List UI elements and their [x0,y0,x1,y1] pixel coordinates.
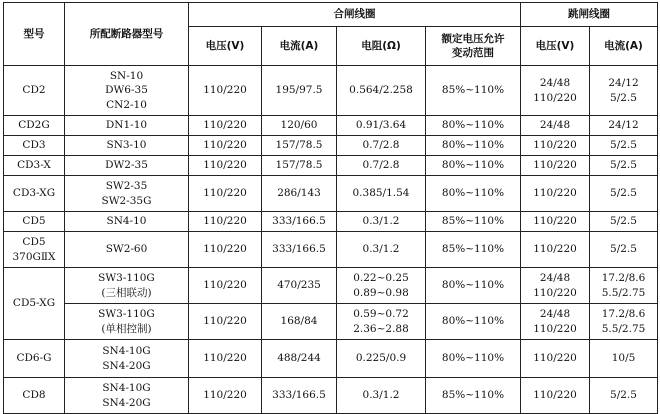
cell-trip-current: 5/2.5 [590,136,658,156]
cell-model: CD3-X [4,156,65,176]
cell-model: CD6-G [4,340,65,378]
cell-trip-current: 17.2/8.6 5.5/2.75 [590,304,658,340]
cell-voltage: 110/220 [189,232,262,268]
header-row-1 [4,3,658,27]
cell-model: CD2G [4,116,65,136]
cell-trip-current: 5/2.5 [590,232,658,268]
cell-resistance: 0.225/0.9 [337,340,426,378]
cell-model: CD5 370GⅡX [4,232,65,268]
cell-range: 80%~110% [426,340,521,378]
cell-resistance: 0.564/2.258 [337,66,426,116]
cell-current: 157/78.5 [262,156,337,176]
cell-trip-current: 24/12 5/2.5 [590,66,658,116]
header-voltage: 电压(V) [189,27,262,66]
cell-resistance: 0.385/1.54 [337,176,426,212]
table-row [4,340,658,378]
cell-current: 333/166.5 [262,378,337,414]
cell-voltage: 110/220 [189,156,262,176]
cell-trip-voltage: 24/48 110/220 [521,304,590,340]
cell-voltage: 110/220 [189,268,262,304]
cell-voltage: 110/220 [189,136,262,156]
cell-trip-current: 5/2.5 [590,212,658,232]
cell-range: 80%~110% [426,136,521,156]
header-breaker-type: 所配断路器型号 [65,3,189,66]
cell-range: 85%~110% [426,232,521,268]
cell-trip-voltage: 110/220 [521,212,590,232]
cell-breaker: SW2-60 [65,232,189,268]
cell-breaker: SN4-10 [65,212,189,232]
cell-voltage: 110/220 [189,66,262,116]
cell-range: 85%~110% [426,378,521,414]
cell-voltage: 110/220 [189,340,262,378]
cell-range: 80%~110% [426,176,521,212]
header-resistance: 电阻(Ω) [337,27,426,66]
cell-current: 157/78.5 [262,136,337,156]
cell-resistance: 0.91/3.64 [337,116,426,136]
cell-resistance: 0.3/1.2 [337,212,426,232]
cell-current: 168/84 [262,304,337,340]
cell-resistance: 0.3/1.2 [337,232,426,268]
header-model: 型号 [4,3,65,66]
cell-range: 85%~110% [426,212,521,232]
cell-range: 80%~110% [426,268,521,304]
cell-breaker: DN1-10 [65,116,189,136]
table-row [4,378,658,414]
cell-resistance: 0.7/2.8 [337,136,426,156]
cell-current: 488/244 [262,340,337,378]
cell-model: CD8 [4,378,65,414]
header-trip-coil: 跳闸线圈 [521,3,658,27]
cell-voltage: 110/220 [189,212,262,232]
cell-current: 470/235 [262,268,337,304]
cell-breaker: SN4-10G SN4-20G [65,340,189,378]
cell-model: CD5-XG [4,268,65,340]
cell-breaker: SW3-110G (单相控制) [65,304,189,340]
header-trip-current: 电流(A) [590,27,658,66]
cell-trip-current: 5/2.5 [590,156,658,176]
cell-trip-voltage: 110/220 [521,136,590,156]
cell-resistance: 0.59~0.72 2.36~2.88 [337,304,426,340]
cell-voltage: 110/220 [189,378,262,414]
cell-model: CD5 [4,212,65,232]
table-row [4,232,658,268]
header-trip-voltage: 电压(V) [521,27,590,66]
cell-range: 80%~110% [426,116,521,136]
cell-trip-current: 5/2.5 [590,176,658,212]
cell-trip-voltage: 110/220 [521,378,590,414]
cell-trip-current: 24/12 [590,116,658,136]
header-allowed-range: 额定电压允许 变动范围 [426,27,521,66]
cell-breaker: SW3-110G (三相联动) [65,268,189,304]
cell-voltage: 110/220 [189,176,262,212]
cell-breaker: SN-10 DW6-35 CN2-10 [65,66,189,116]
cell-resistance: 0.22~0.25 0.89~0.98 [337,268,426,304]
cell-voltage: 110/220 [189,304,262,340]
cell-breaker: SN3-10 [65,136,189,156]
cell-current: 195/97.5 [262,66,337,116]
cell-trip-voltage: 110/220 [521,156,590,176]
cell-trip-voltage: 110/220 [521,340,590,378]
table-row [4,156,658,176]
table-row [4,304,658,340]
cell-current: 333/166.5 [262,212,337,232]
cell-trip-current: 10/5 [590,340,658,378]
table-row [4,66,658,116]
cell-breaker: SW2-35 SW2-35G [65,176,189,212]
cell-current: 333/166.5 [262,232,337,268]
cell-model: CD2 [4,66,65,116]
cell-trip-voltage: 110/220 [521,176,590,212]
table-row [4,268,658,304]
table-row [4,116,658,136]
cell-model: CD3-XG [4,176,65,212]
cell-trip-current: 17.2/8.6 5.5/2.75 [590,268,658,304]
cell-range: 85%~110% [426,66,521,116]
cell-current: 120/60 [262,116,337,136]
cell-trip-voltage: 24/48 110/220 [521,66,590,116]
header-closing-coil: 合闸线圈 [189,3,521,27]
cell-voltage: 110/220 [189,116,262,136]
cell-breaker: SN4-10G SN4-20G [65,378,189,414]
table-row [4,136,658,156]
cell-range: 80%~110% [426,304,521,340]
cell-resistance: 0.7/2.8 [337,156,426,176]
table-row [4,212,658,232]
cell-model: CD3 [4,136,65,156]
cell-trip-voltage: 110/220 [521,232,590,268]
table-row [4,176,658,212]
cell-trip-current: 5/2.5 [590,378,658,414]
cell-range: 80%~110% [426,156,521,176]
cell-breaker: DW2-35 [65,156,189,176]
cell-current: 286/143 [262,176,337,212]
cell-resistance: 0.3/1.2 [337,378,426,414]
cell-trip-voltage: 24/48 110/220 [521,268,590,304]
header-current: 电流(A) [262,27,337,66]
operating-mechanism-table [3,2,658,414]
cell-trip-voltage: 24/48 [521,116,590,136]
